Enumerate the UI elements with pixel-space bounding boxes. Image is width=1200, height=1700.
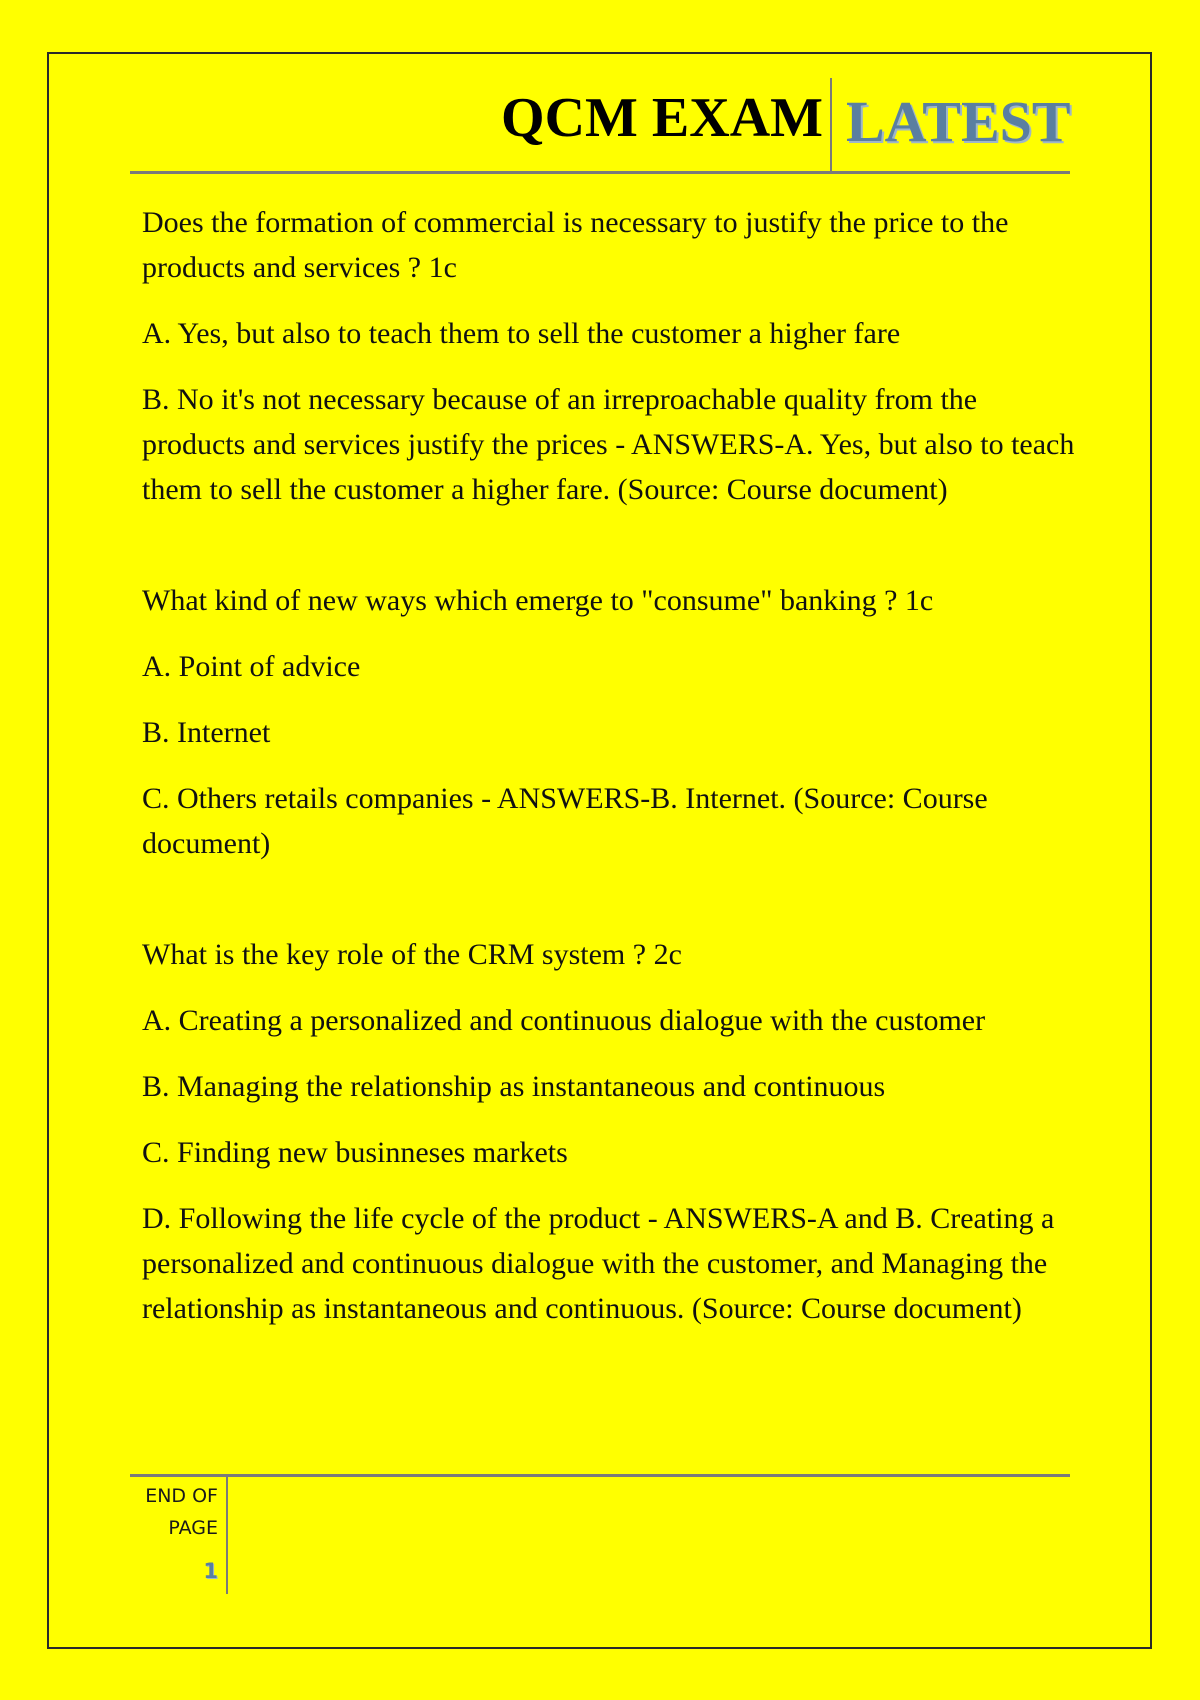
- question-option: C. Others retails companies - ANSWERS-B. Internet. (Source: Course document): [142, 782, 988, 860]
- header-tag: LATEST: [846, 89, 1071, 154]
- footer-label-line2: PAGE: [168, 1517, 218, 1539]
- header-title: QCM EXAM: [501, 87, 823, 149]
- question-option: B. No it's not necessary because of an irreproachable quality from the products and services justify the prices - ANSWERS-A. Yes, but also to teach them to sell the customer a higher fare. (Source: Course document): [142, 383, 1075, 506]
- question-option: A. Point of advice: [142, 650, 361, 683]
- header-divider: [830, 78, 832, 172]
- question-option: D. Following the life cycle of the product - ANSWERS-A and B. Creating a personalized and continuous dialogue with the customer, and Managing the relationship as instantaneous and continuous. (Source: Course document): [142, 1202, 1055, 1325]
- document-body: [142, 200, 1077, 1352]
- question-block-2: [142, 578, 1077, 866]
- question-prompt: Does the formation of commercial is necessary to justify the price to the products and services ? 1c: [142, 206, 1009, 284]
- question-prompt: What kind of new ways which emerge to "consume" banking ? 1c: [142, 584, 934, 617]
- footer-divider: [226, 1476, 228, 1594]
- footer-label: [140, 1480, 218, 1544]
- page-header: [130, 78, 1070, 172]
- footer-rule: [130, 1474, 1070, 1477]
- question-option: B. Internet: [142, 716, 271, 749]
- question-option: A. Creating a personalized and continuous dialogue with the customer: [142, 1004, 986, 1037]
- question-block-3: [142, 932, 1077, 1331]
- question-prompt: What is the key role of the CRM system ? 2c: [142, 938, 682, 971]
- question-block-1: [142, 200, 1077, 512]
- header-rule: [130, 171, 1070, 174]
- question-option: A. Yes, but also to teach them to sell the customer a higher fare: [142, 317, 901, 350]
- question-option: B. Managing the relationship as instantaneous and continuous: [142, 1070, 886, 1103]
- question-option: C. Finding new businneses markets: [142, 1136, 568, 1169]
- footer-label-line1: END OF: [145, 1485, 218, 1507]
- page-number: 1: [203, 1559, 218, 1583]
